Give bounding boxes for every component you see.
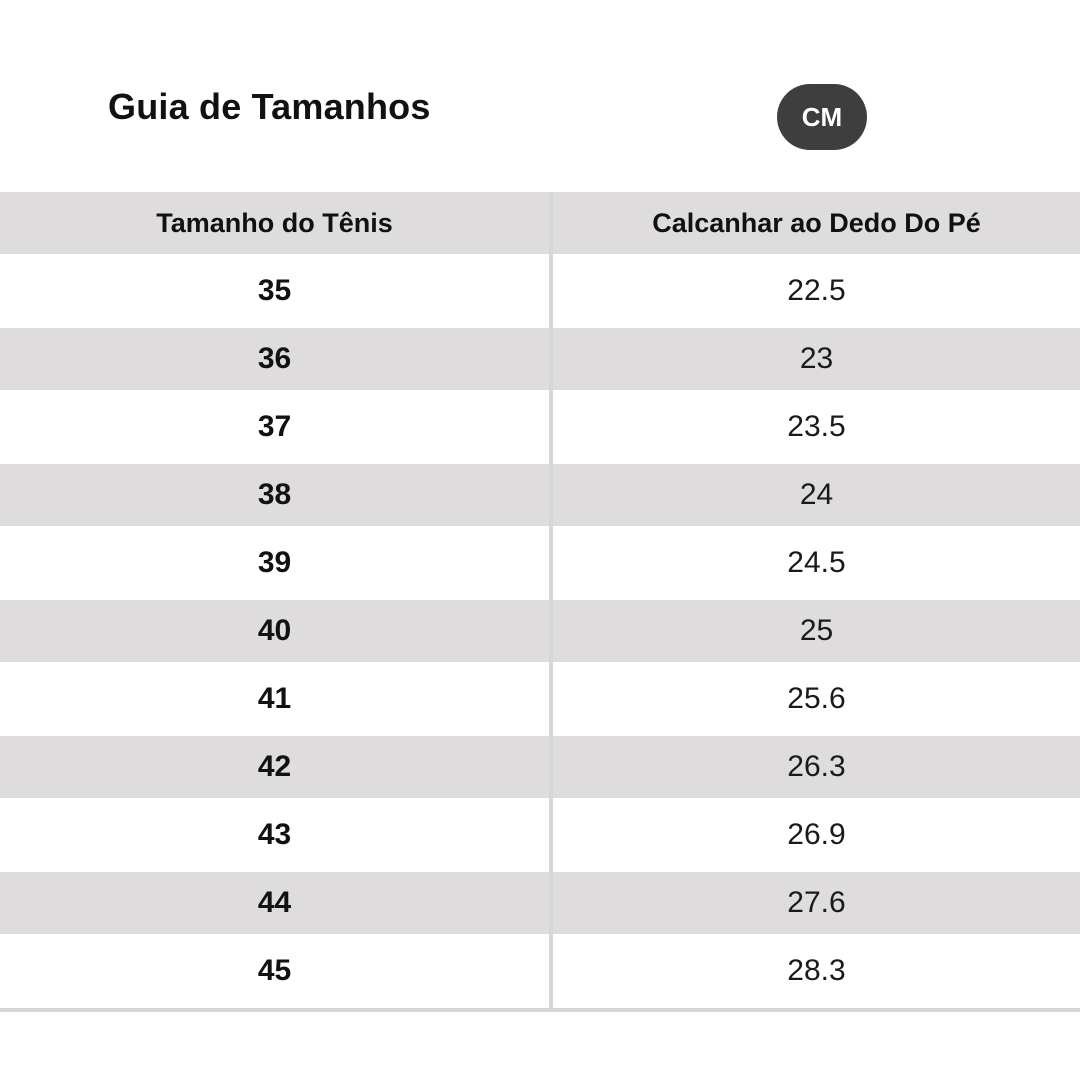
table-row bbox=[0, 662, 1080, 736]
heel-to-toe-cell: 25 bbox=[551, 600, 1080, 662]
shoe-size-cell: 41 bbox=[0, 662, 551, 736]
table-row bbox=[0, 328, 1080, 390]
table-row bbox=[0, 390, 1080, 464]
shoe-size-cell: 40 bbox=[0, 600, 551, 662]
shoe-size-cell: 43 bbox=[0, 798, 551, 872]
heel-to-toe-cell: 23 bbox=[551, 328, 1080, 390]
shoe-size-cell: 37 bbox=[0, 390, 551, 464]
table-row bbox=[0, 934, 1080, 1010]
table-header-row bbox=[0, 192, 1080, 254]
table-row bbox=[0, 464, 1080, 526]
header-heel-to-toe: Calcanhar ao Dedo Do Pé bbox=[551, 192, 1080, 254]
heel-to-toe-cell: 23.5 bbox=[787, 410, 846, 443]
shoe-size-cell: 44 bbox=[0, 872, 551, 934]
heel-to-toe-cell: 27.6 bbox=[551, 872, 1080, 934]
shoe-size-cell: 35 bbox=[0, 254, 551, 328]
heel-to-toe-cell: 25.6 bbox=[787, 682, 846, 715]
shoe-size-cell: 45 bbox=[0, 934, 551, 1010]
table-row bbox=[0, 872, 1080, 934]
page-title: Guia de Tamanhos bbox=[108, 86, 431, 127]
table-row bbox=[0, 254, 1080, 328]
shoe-size-cell: 39 bbox=[0, 526, 551, 600]
heel-to-toe-cell: 22.5 bbox=[787, 274, 846, 307]
table-row bbox=[0, 798, 1080, 872]
heel-to-toe-cell: 24.5 bbox=[787, 546, 846, 579]
heel-to-toe-cell: 26.9 bbox=[787, 818, 846, 851]
table-row bbox=[0, 736, 1080, 798]
shoe-size-cell: 38 bbox=[0, 464, 551, 526]
table-row bbox=[0, 600, 1080, 662]
heel-to-toe-cell: 26.3 bbox=[551, 736, 1080, 798]
size-chart-table bbox=[0, 192, 1080, 1012]
shoe-size-cell: 36 bbox=[0, 328, 551, 390]
shoe-size-cell: 42 bbox=[0, 736, 551, 798]
heel-to-toe-cell: 24 bbox=[551, 464, 1080, 526]
table-row bbox=[0, 526, 1080, 600]
heel-to-toe-cell: 28.3 bbox=[551, 934, 1080, 1010]
unit-toggle-button[interactable]: CM bbox=[777, 84, 867, 150]
header-shoe-size: Tamanho do Tênis bbox=[0, 192, 551, 254]
